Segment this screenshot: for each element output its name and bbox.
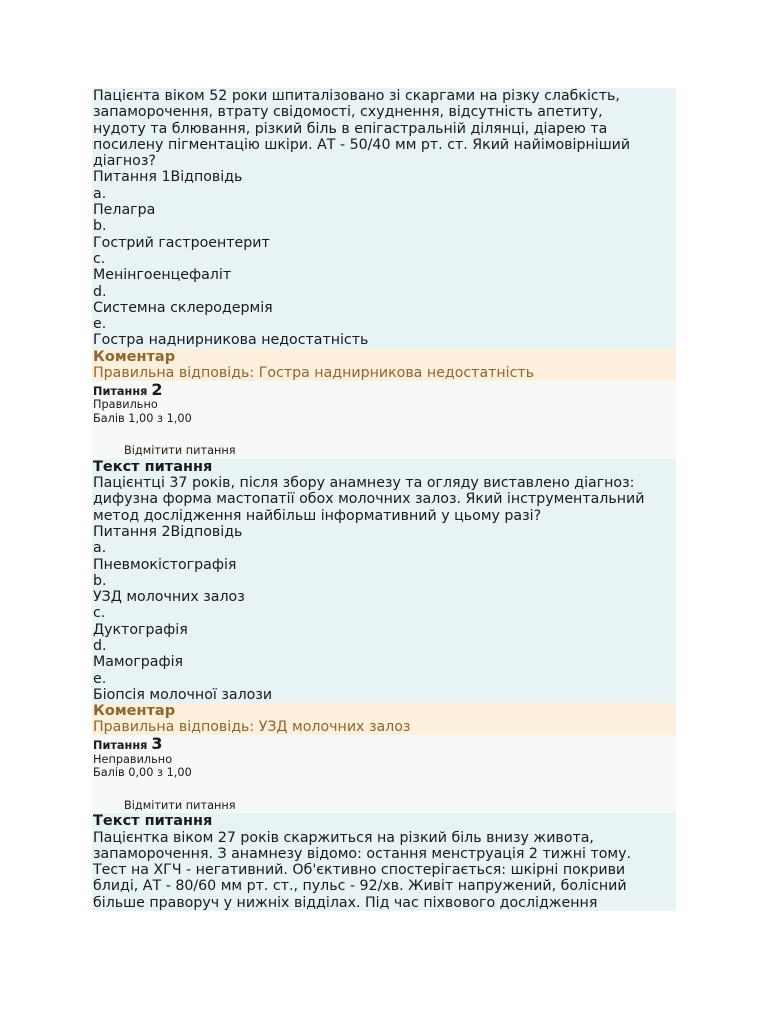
question-text-title: Текст питання	[93, 813, 213, 830]
option-letter: b.	[93, 218, 107, 235]
question-number: Питання 3	[93, 734, 163, 754]
correct-answer-text: Правильна відповідь: Гостра наднирникова недостатність	[93, 364, 535, 381]
question-text-line: Пацієнта віком 52 роки шпиталізовано зі скаргами на різку слабкість,	[93, 88, 620, 104]
question-2-info	[92, 381, 676, 459]
option-letter: a.	[93, 540, 107, 557]
question-text-line: посилену пігментацію шкіри. АТ - 50/40 мм рт. ст. Який найімовірніший	[93, 136, 631, 153]
question-text-line: нудоту та блювання, різкий біль в епігастральній ділянці, діарею та	[93, 120, 608, 137]
answer-header: Питання 2Відповідь	[93, 523, 243, 540]
option-letter: c.	[93, 250, 106, 267]
comment-title: Коментар	[93, 348, 176, 365]
quiz-review-page	[92, 88, 676, 911]
option-letter: e.	[93, 316, 107, 333]
option-letter: e.	[93, 670, 107, 687]
question-text-line: дифузна форма мастопатії обох молочних залоз. Який інструментальний	[93, 491, 645, 508]
option-text[interactable]: Пелагра	[93, 202, 156, 219]
option-text[interactable]: Гострий гастроентерит	[93, 234, 270, 251]
question-status: Правильно	[93, 398, 158, 412]
option-text[interactable]: Гостра наднирникова недостатність	[93, 332, 369, 349]
option-text[interactable]: Системна склеродермія	[93, 299, 273, 316]
comment-title: Коментар	[93, 703, 176, 720]
question-text-line: Пацієнтці 37 років, після збору анамнезу та огляду виставлено діагноз:	[93, 475, 635, 492]
question-text-line: Пацієнтка віком 27 років скаржиться на різкий біль внизу живота,	[93, 829, 594, 846]
answer-header: Питання 1Відповідь	[93, 169, 243, 186]
question-1-text-block	[92, 88, 676, 349]
option-letter: b.	[93, 572, 107, 589]
question-text-line: діагноз?	[93, 153, 156, 170]
question-text-line: блиді, АТ - 80/60 мм рт. ст., пульс - 92/хв. Живіт напружений, болісний	[93, 878, 627, 895]
option-text[interactable]: Біопсія молочної залози	[93, 686, 273, 703]
option-text[interactable]: УЗД молочних залоз	[93, 589, 245, 606]
option-text[interactable]: Дуктографія	[93, 621, 188, 638]
option-letter: c.	[93, 605, 106, 622]
question-text-line: Тест на ХГЧ - негативний. Об'єктивно спостерігається: шкірні покриви	[93, 862, 626, 879]
comment-block	[92, 349, 676, 381]
question-2-text-block	[92, 459, 676, 703]
flag-question-link[interactable]: Відмітити питання	[124, 798, 236, 812]
question-text-line: більше праворуч у нижніх відділах. Під час піхвового дослідження	[93, 894, 598, 911]
question-3-text-block	[92, 813, 676, 911]
question-3-info	[92, 735, 676, 813]
question-text-line: запаморочення, втрату свідомості, схуднення, відсутність апетиту,	[93, 104, 603, 121]
question-score: Балів 0,00 з 1,00	[93, 766, 192, 780]
flag-question-link[interactable]: Відмітити питання	[124, 444, 236, 458]
option-text[interactable]: Пневмокістографія	[93, 556, 237, 573]
option-letter: d.	[93, 638, 107, 655]
option-letter: d.	[93, 283, 107, 300]
question-number: Питання 2	[93, 379, 163, 399]
question-status: Неправильно	[93, 752, 173, 766]
question-score: Балів 1,00 з 1,00	[93, 411, 192, 425]
question-text-title: Текст питання	[93, 458, 213, 475]
correct-answer-text: Правильна відповідь: УЗД молочних залоз	[93, 719, 411, 736]
option-text[interactable]: Мамографія	[93, 654, 184, 671]
option-letter: a.	[93, 185, 107, 202]
question-text-line: метод дослідження найбільш інформативний у цьому разі?	[93, 507, 542, 524]
option-text[interactable]: Менінгоенцефаліт	[93, 267, 232, 284]
question-text-line: запаморочення. З анамнезу відомо: остання менструація 2 тижні тому.	[93, 845, 632, 862]
comment-block	[92, 703, 676, 735]
